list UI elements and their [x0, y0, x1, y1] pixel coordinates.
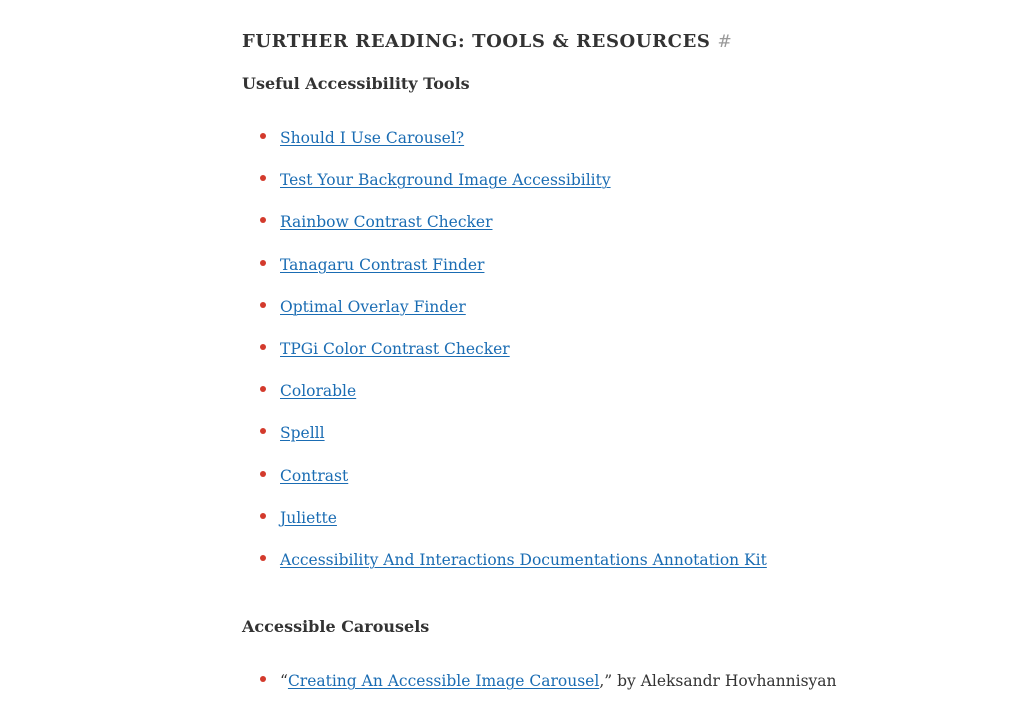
bullet-icon [260, 133, 266, 139]
quote-open: “ [280, 672, 288, 690]
bullet-icon [260, 260, 266, 266]
list-item [242, 549, 862, 591]
bullet-icon [260, 428, 266, 434]
tool-link-spelll[interactable]: Spelll [280, 424, 325, 443]
tool-link-optimal-overlay-finder[interactable]: Optimal Overlay Finder [280, 297, 466, 316]
section-heading [242, 31, 732, 52]
carousels-heading: Accessible Carousels [242, 617, 430, 636]
tools-heading: Useful Accessibility Tools [242, 74, 470, 93]
tools-list [242, 127, 862, 591]
article-byline: ,” by Aleksandr Hovhannisyan [599, 672, 837, 690]
article-link-accessible-image-carousel[interactable]: Creating An Accessible Image Carousel [287, 672, 600, 690]
heading-anchor-link[interactable]: # [717, 32, 733, 52]
bullet-icon [260, 217, 266, 223]
carousels-list [242, 670, 862, 712]
list-item [242, 169, 862, 211]
bullet-icon [260, 175, 266, 181]
tool-link-tpgi-color-contrast-checker[interactable]: TPGi Color Contrast Checker [280, 339, 510, 358]
tool-link-rainbow-contrast-checker[interactable]: Rainbow Contrast Checker [280, 213, 493, 232]
tool-link-colorable[interactable]: Colorable [280, 382, 357, 401]
list-item [242, 338, 862, 380]
list-item [242, 211, 862, 253]
bullet-icon [260, 676, 266, 682]
list-item [242, 380, 862, 422]
list-item [242, 670, 862, 712]
list-item [242, 127, 862, 169]
list-item [242, 465, 862, 507]
tool-link-tanagaru-contrast-finder[interactable]: Tanagaru Contrast Finder [280, 255, 485, 274]
tool-link-juliette[interactable]: Juliette [280, 508, 337, 527]
bullet-icon [260, 344, 266, 350]
tool-link-contrast[interactable]: Contrast [280, 466, 349, 485]
bullet-icon [260, 513, 266, 519]
tool-link-should-i-use-carousel[interactable]: Should I Use Carousel? [280, 129, 465, 147]
tool-link-annotation-kit[interactable]: Accessibility And Interactions Documentations Annotation Kit [280, 550, 767, 569]
bullet-icon [260, 386, 266, 392]
list-item [242, 254, 862, 296]
list-item [242, 296, 862, 338]
bullet-icon [260, 471, 266, 477]
bullet-icon [260, 555, 266, 561]
list-item [242, 507, 862, 549]
list-item [242, 422, 862, 464]
section-heading-text: FURTHER READING: TOOLS & RESOURCES [242, 31, 711, 52]
tool-link-background-image-accessibility[interactable]: Test Your Background Image Accessibility [280, 171, 611, 190]
bullet-icon [260, 302, 266, 308]
